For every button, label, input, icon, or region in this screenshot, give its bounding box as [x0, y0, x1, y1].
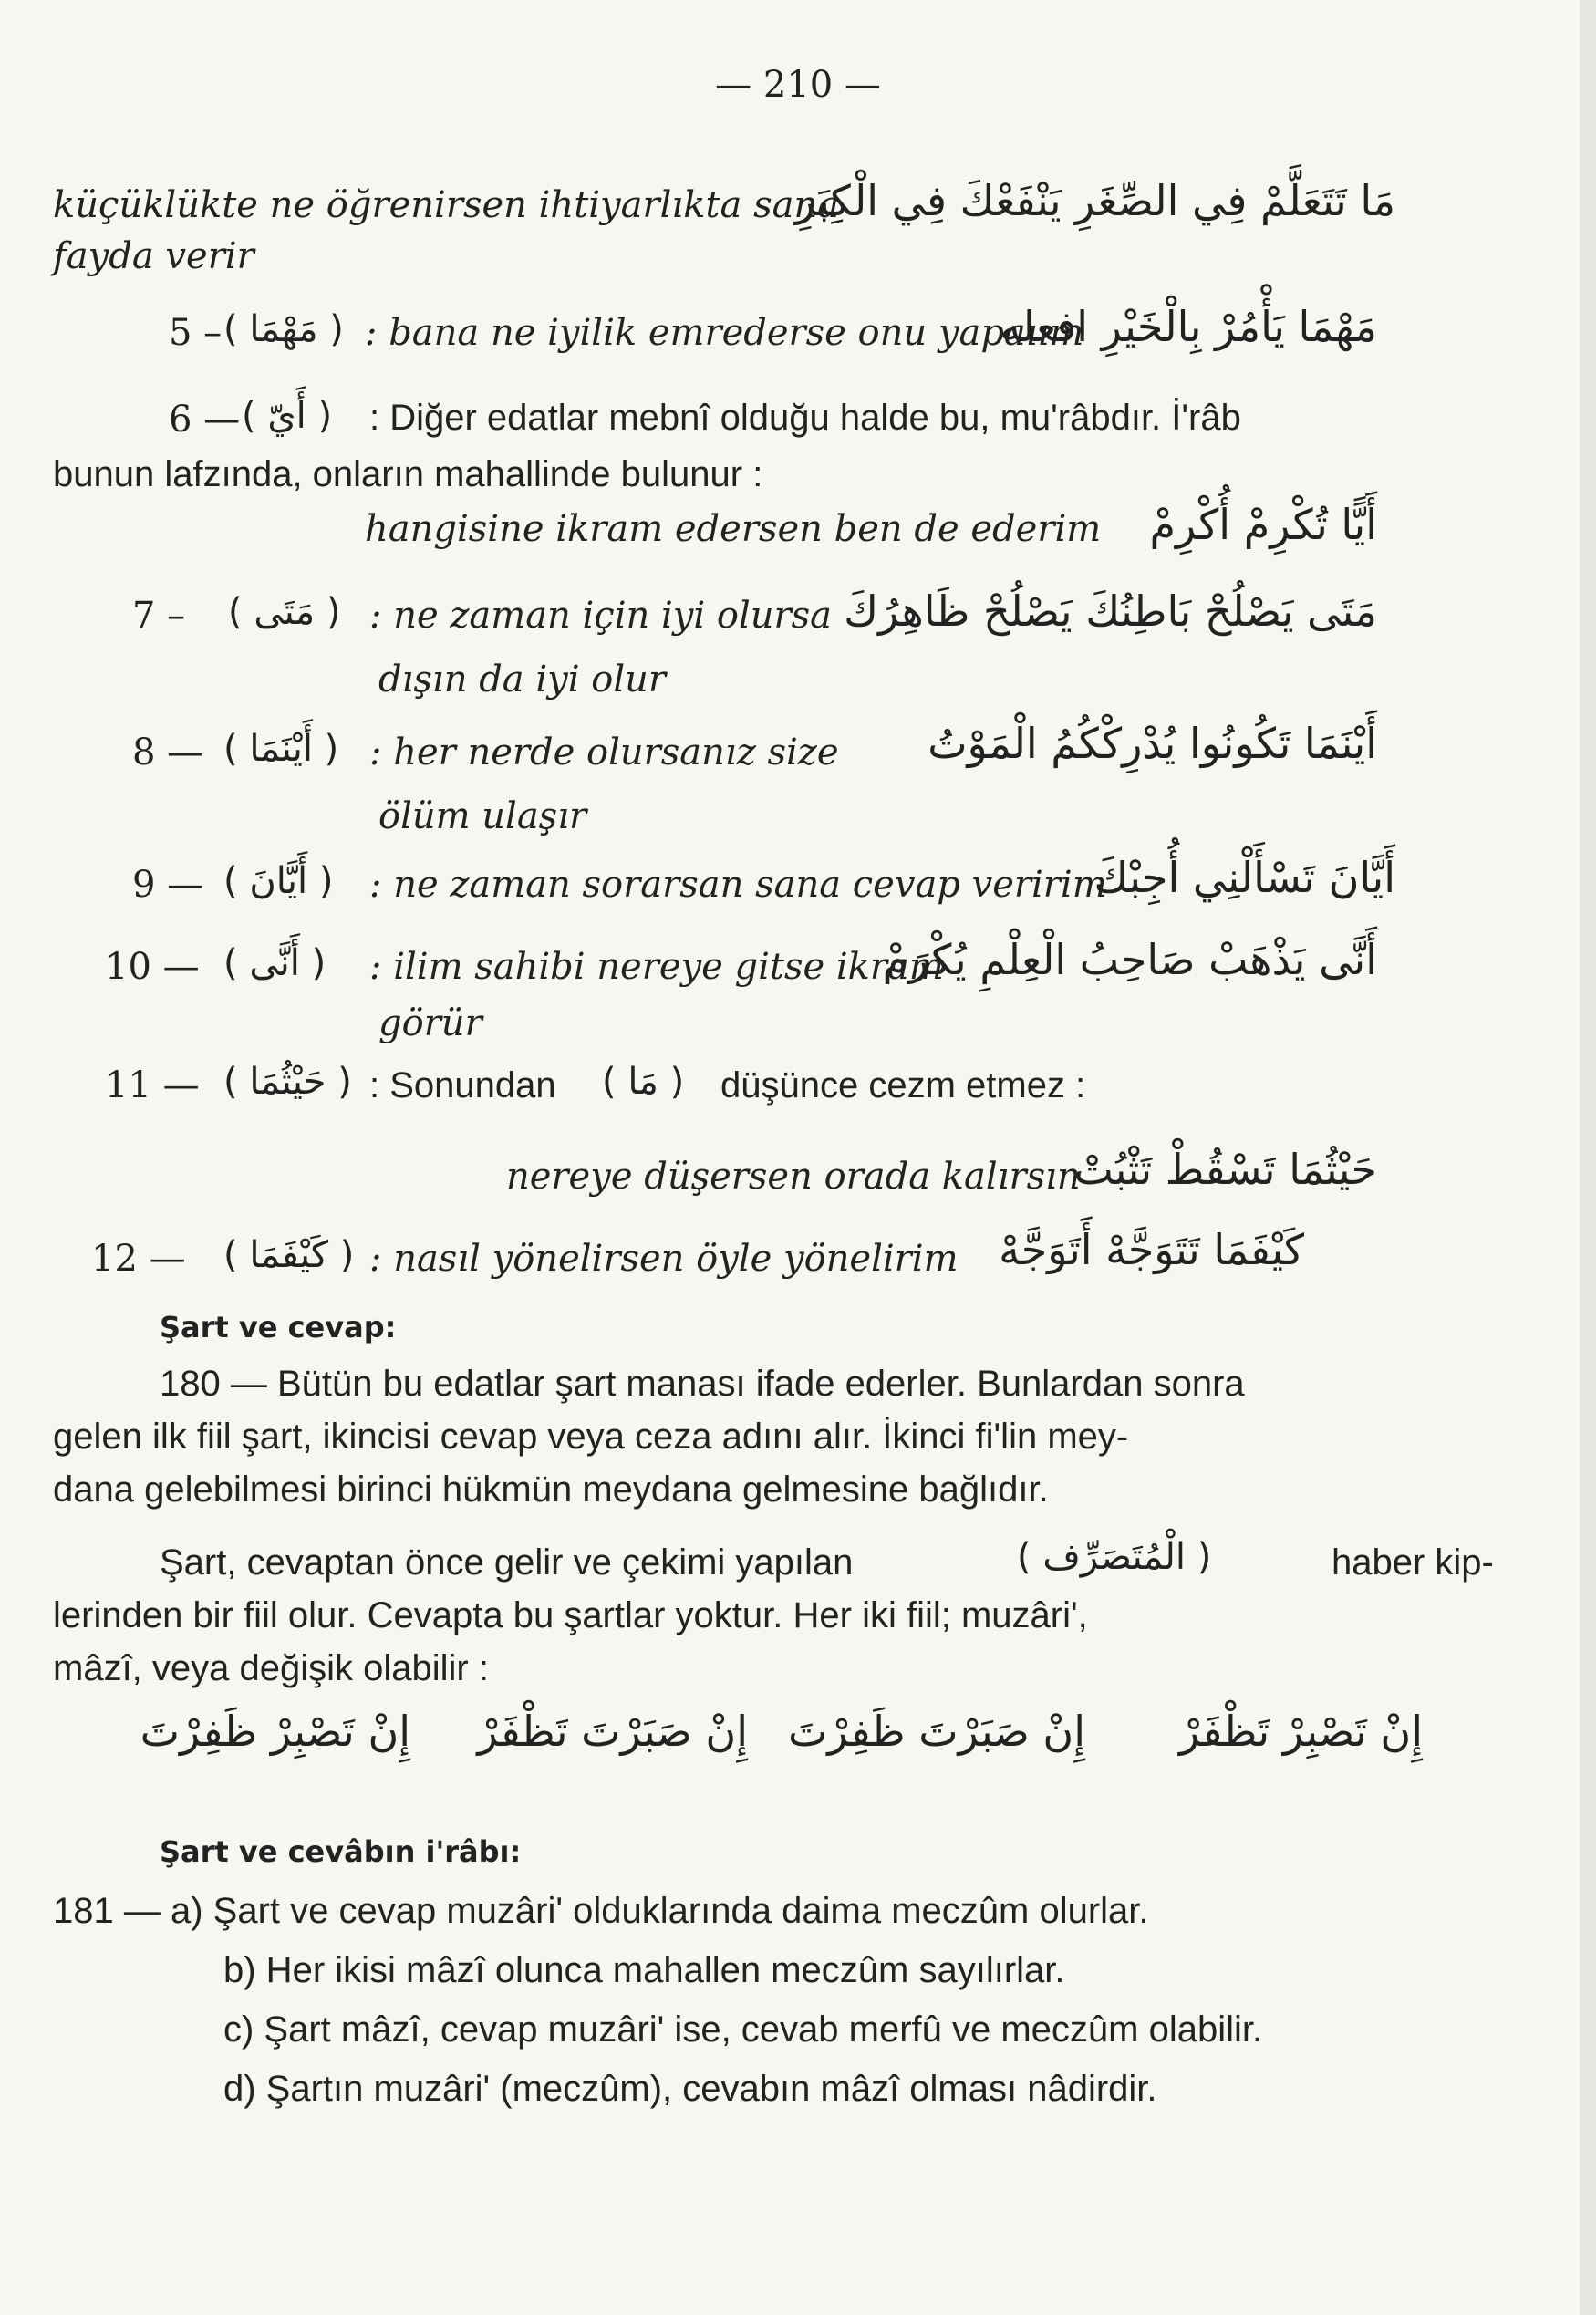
e4-arabic: مَا تَتَعَلَّمْ فِي الصِّغَرِ يَنْفَعْكَ فِي الْكِبَرِ	[794, 176, 1395, 225]
e5-translation: : bana ne iyilik emrederse onu yapaıım	[365, 312, 1084, 354]
e10-translation-1: : ilim sahibi nereye gitse ikram	[369, 946, 944, 988]
e9-arabic-particle: ( أَيَّانَ )	[223, 860, 334, 902]
e12-number: 12 —	[91, 1238, 186, 1280]
page-edge-shadow	[1580, 0, 1596, 2315]
example-1: إِنْ تَصْبِرْ تَظْفَرْ	[1179, 1707, 1423, 1756]
e7-translation-1: : ne zaman için iyi olursa	[369, 595, 833, 637]
p180b-arabic-term: ( الْمُتَصَرِّف )	[1017, 1536, 1212, 1578]
e11-text-b: düşünce cezm etmez :	[720, 1065, 1086, 1106]
e7-number: 7 –	[132, 595, 186, 637]
e12-arabic: كَيْفَمَا تَتَوَجَّهْ أَتَوَجَّهْ	[999, 1225, 1304, 1274]
p180-line-1: 180 — Bütün bu edatlar şart manası ifade ederler. Bunlardan sonra	[160, 1364, 1245, 1404]
p181-c: c) Şart mâzî, cevap muzâri' ise, cevab merfû ve meczûm olabilir.	[223, 2009, 1263, 2050]
e6-text-1: : Diğer edatlar mebnî olduğu halde bu, mu'râbdır. İ'râb	[369, 398, 1241, 438]
e4-translation-1: küçüklükte ne öğrenirsen ihtiyarlıkta sana	[53, 184, 840, 226]
e8-translation-2: ölüm ulaşır	[378, 795, 587, 837]
e7-translation-2: dışın da iyi olur	[378, 659, 667, 701]
example-4: إِنْ تَصْبِرْ ظَفِرْتَ	[140, 1707, 410, 1756]
e7-arabic-particle: ( مَتَى )	[228, 591, 341, 633]
p181-a: 181 — a) Şart ve cevap muzâri' olduklarında daima meczûm olurlar.	[53, 1891, 1149, 1931]
e11-text-a: : Sonundan	[369, 1065, 556, 1106]
e10-arabic: أَنَّى يَذْهَبْ صَاحِبُ الْعِلْمِ يُكْرَمْ	[882, 935, 1377, 984]
e5-arabic: مَهْمَا يَأْمُرْ بِالْخَيْرِ افعله	[1000, 302, 1377, 351]
e6-arabic: أَيًّا تُكْرِمْ أُكْرِمْ	[1149, 500, 1377, 549]
p180-line-2: gelen ilk fiil şart, ikincisi cevap veya ceza adını alır. İkinci fi'lin mey-	[53, 1417, 1129, 1457]
e8-arabic: أَيْنَمَا تَكُونُوا يُدْرِكْكُمُ الْمَوْتُ	[928, 719, 1377, 768]
p181-b: b) Her ikisi mâzî olunca mahallen meczûm sayılırlar.	[223, 1950, 1065, 1990]
p180b-line-3: mâzî, veya değişik olabilir :	[53, 1648, 489, 1688]
e11-arabic-ma: ( مَا )	[602, 1061, 685, 1103]
e5-arabic-particle: ( مَهْمَا )	[223, 308, 344, 350]
e6-number: 6 —	[169, 399, 241, 441]
p180b-line-2: lerinden bir fiil olur. Cevapta bu şartlar yoktur. Her iki fiil; muzâri',	[53, 1595, 1088, 1635]
e10-arabic-particle: ( أَنَّى )	[223, 942, 326, 984]
e12-translation: : nasıl yönelirsen öyle yönelirim	[369, 1238, 959, 1280]
e10-number: 10 —	[105, 946, 200, 988]
e6-arabic-particle: ( أَيّ )	[242, 395, 333, 437]
p180b-line-1b: haber kip-	[1332, 1542, 1494, 1583]
e10-translation-2: görür	[378, 1002, 482, 1044]
e6-example: hangisine ikram edersen ben de ederim	[365, 508, 1102, 550]
e5-number: 5 –	[169, 312, 223, 354]
e4-translation-2: fayda verir	[53, 235, 254, 277]
p181-d: d) Şartın muzâri' (meczûm), cevabın mâzî olması nâdirdir.	[223, 2069, 1157, 2109]
example-2: إِنْ صَبَرْتَ ظَفِرْتَ	[788, 1707, 1085, 1756]
e8-arabic-particle: ( أَيْنَمَا )	[223, 728, 339, 770]
e12-arabic-particle: ( كَيْفَمَا )	[223, 1234, 355, 1276]
e8-number: 8 —	[132, 732, 204, 773]
e7-arabic: مَتَى يَصْلُحْ بَاطِنُكَ يَصْلُحْ ظَاهِرُكَ	[844, 587, 1377, 636]
e11-example: nereye düşersen orada kalırsın	[506, 1156, 1081, 1198]
page-number: — 210 —	[715, 64, 881, 106]
e11-arabic-particle: ( حَيْثُمَا )	[223, 1061, 352, 1103]
p180b-line-1a: Şart, cevaptan önce gelir ve çekimi yapılan	[160, 1542, 854, 1583]
e6-text-2: bunun lafzında, onların mahallinde bulunur :	[53, 454, 763, 494]
e9-arabic: أَيَّانَ تَسْأَلْنِي أُجِبْكَ	[1093, 853, 1395, 902]
e11-arabic: حَيْثُمَا تَسْقُطْ تَثْبُتْ	[1073, 1145, 1377, 1194]
section-heading-irab: Şart ve cevâbın i'râbı:	[160, 1834, 522, 1869]
e11-number: 11 —	[105, 1064, 200, 1106]
section-heading-sart: Şart ve cevap:	[160, 1310, 397, 1344]
e9-translation: : ne zaman sorarsan sana cevap veririm	[369, 864, 1107, 906]
e8-translation-1: : her nerde olursanız size	[369, 732, 839, 773]
example-3: إِنْ صَبَرْتَ تَظْفَرْ	[477, 1707, 748, 1756]
p180-line-3: dana gelebilmesi birinci hükmün meydana gelmesine bağlıdır.	[53, 1469, 1049, 1510]
e9-number: 9 —	[132, 864, 204, 906]
